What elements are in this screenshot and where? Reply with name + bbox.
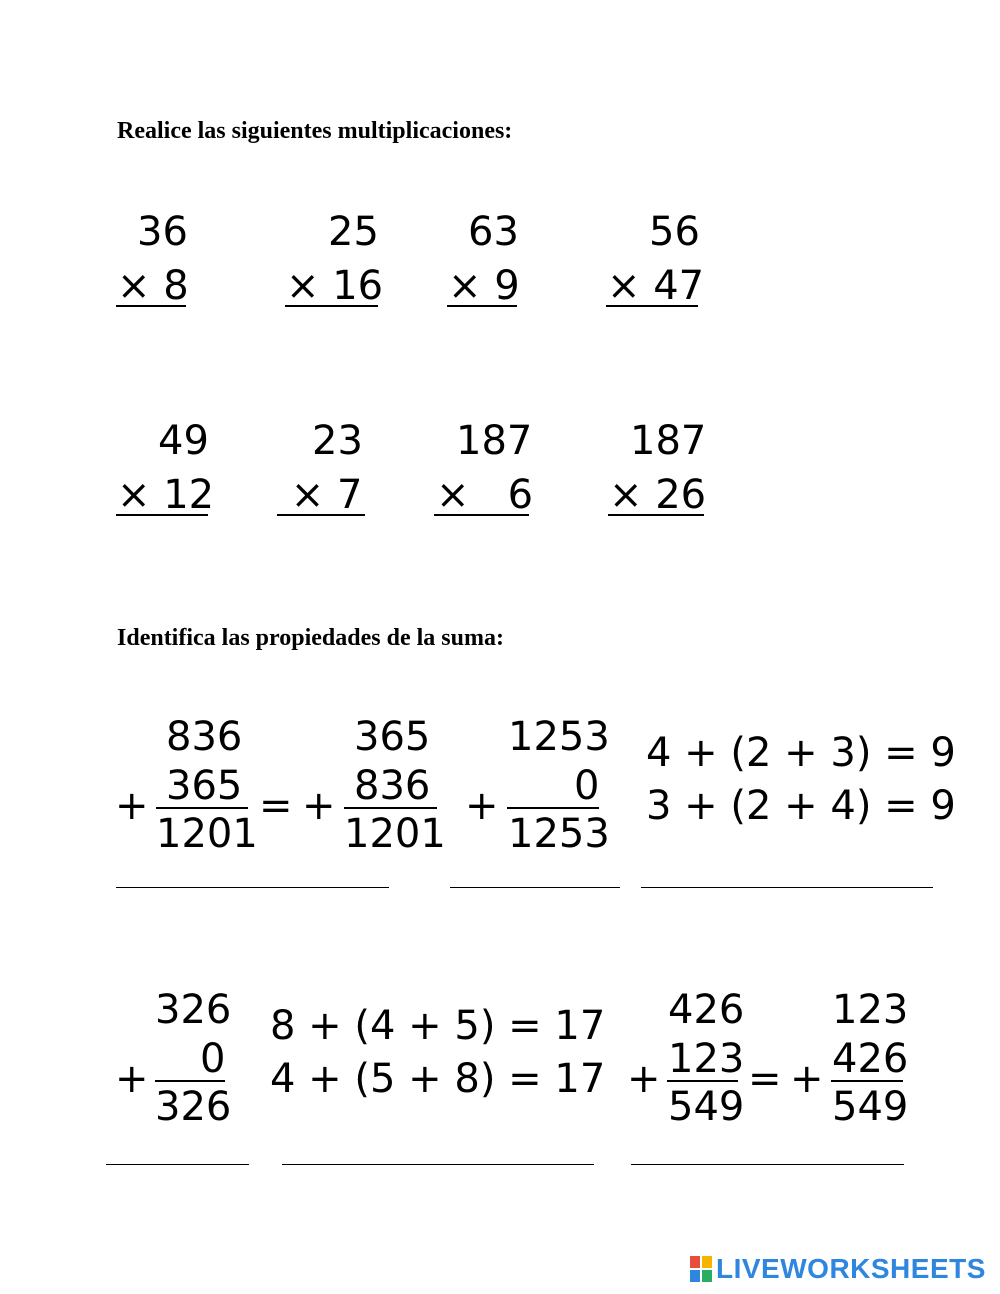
multiplier: × 7: [278, 472, 363, 518]
addend-bottom: 123: [668, 1036, 745, 1082]
answer-input[interactable]: [106, 1133, 249, 1163]
addend-top: 365: [354, 714, 431, 760]
multiplicand: 23: [312, 418, 363, 464]
sum: 326: [155, 1084, 232, 1130]
result-rule: [116, 514, 208, 516]
result-rule: [285, 305, 378, 307]
answer-line: [106, 1164, 249, 1165]
multiplicand: 49: [158, 418, 209, 464]
sum-rule: [507, 807, 599, 809]
plus-sign: +: [790, 1056, 824, 1102]
multiplicand: 187: [630, 418, 707, 464]
sum: 549: [668, 1084, 745, 1130]
answer-input[interactable]: [116, 856, 389, 886]
result-rule: [606, 305, 698, 307]
addend-bottom: 426: [832, 1036, 909, 1082]
result-rule: [277, 514, 365, 516]
answer-line: [450, 887, 620, 888]
multiplier: × 8: [117, 263, 189, 309]
sum-rule: [155, 1080, 225, 1082]
addend-top: 1253: [508, 714, 610, 760]
result-rule: [116, 305, 186, 307]
plus-sign: +: [302, 783, 336, 829]
addend-bottom: 0: [574, 763, 600, 809]
addend-top: 326: [155, 987, 232, 1033]
answer-input[interactable]: [641, 856, 933, 886]
sum: 1201: [156, 811, 258, 857]
logo-text: LIVEWORKSHEETS: [716, 1253, 986, 1284]
multiplier: × 47: [607, 263, 705, 309]
equals-sign: =: [259, 783, 293, 829]
sum-rule: [831, 1080, 903, 1082]
sum-rule: [667, 1080, 738, 1082]
addend-bottom: 836: [354, 763, 431, 809]
sum-rule: [344, 807, 437, 809]
answer-input[interactable]: [450, 856, 620, 886]
equation-line: 3 + (2 + 4) = 9: [646, 783, 956, 829]
multiplicand: 56: [649, 209, 700, 255]
section-title-properties: Identifica las propiedades de la suma:: [117, 625, 504, 651]
answer-line: [631, 1164, 904, 1165]
addend-top: 426: [668, 987, 745, 1033]
plus-sign: +: [115, 1056, 149, 1102]
addend-bottom: 0: [200, 1036, 226, 1082]
sum: 1253: [508, 811, 610, 857]
section-title-multiplications: Realice las siguientes multiplicaciones:: [117, 118, 513, 144]
equals-sign: =: [748, 1056, 782, 1102]
answer-line: [282, 1164, 594, 1165]
answer-input[interactable]: [631, 1133, 904, 1163]
addend-top: 836: [166, 714, 243, 760]
result-rule: [608, 514, 704, 516]
liveworksheets-logo: [690, 1254, 986, 1284]
addend-top: 123: [832, 987, 909, 1033]
multiplicand: 25: [328, 209, 379, 255]
multiplier: × 16: [286, 263, 384, 309]
plus-sign: +: [465, 783, 499, 829]
answer-input[interactable]: [282, 1133, 594, 1163]
plus-sign: +: [115, 783, 149, 829]
multiplicand: 36: [137, 209, 188, 255]
sum: 549: [832, 1084, 909, 1130]
equation-line: 4 + (5 + 8) = 17: [270, 1056, 606, 1102]
multiplicand: 63: [468, 209, 519, 255]
answer-line: [116, 887, 389, 888]
plus-sign: +: [627, 1056, 661, 1102]
multiplier: × 9: [448, 263, 520, 309]
answer-line: [641, 887, 933, 888]
result-rule: [447, 305, 517, 307]
multiplier: × 12: [117, 472, 215, 518]
equation-line: 4 + (2 + 3) = 9: [646, 730, 956, 776]
result-rule: [434, 514, 529, 516]
logo-blocks-icon: [690, 1256, 712, 1282]
sum: 1201: [344, 811, 446, 857]
multiplicand: 187: [456, 418, 533, 464]
multiplier: × 6: [436, 472, 534, 518]
equation-line: 8 + (4 + 5) = 17: [270, 1003, 606, 1049]
multiplier: × 26: [609, 472, 707, 518]
addend-bottom: 365: [166, 763, 243, 809]
sum-rule: [156, 807, 248, 809]
